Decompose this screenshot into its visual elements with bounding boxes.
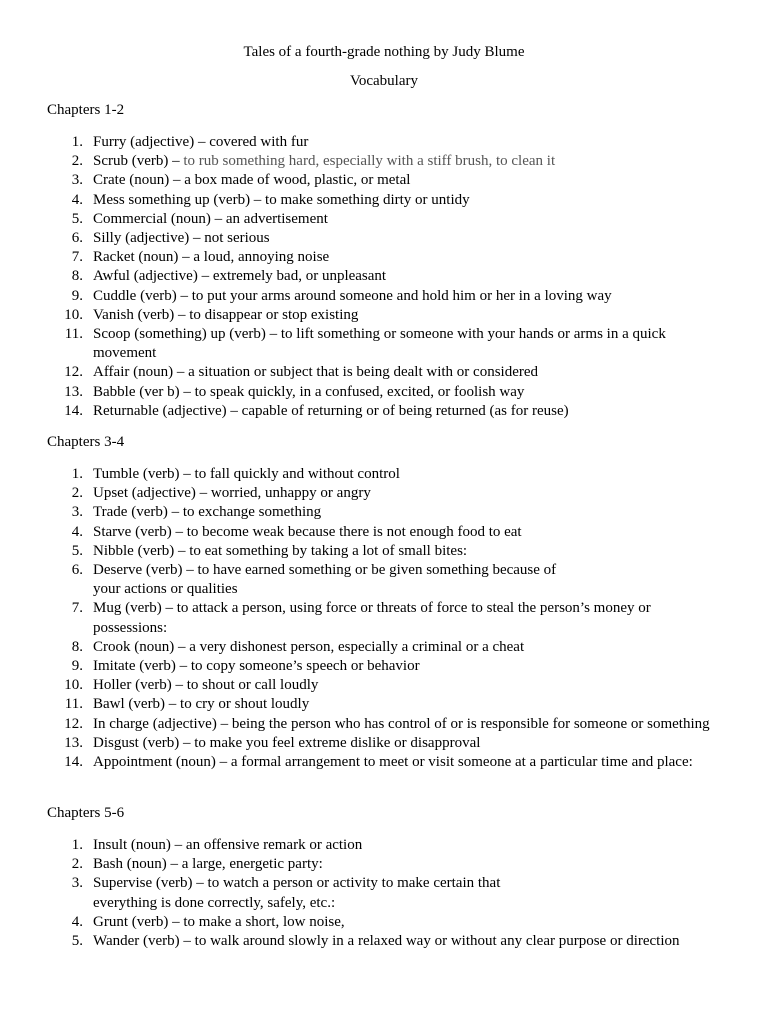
item-number: 5. — [71, 542, 83, 559]
vocab-item — [0, 152, 768, 171]
item-term-definition: Supervise (verb) – to watch a person or activity to make certain that everything is done correctly, safely, etc.: — [93, 875, 501, 911]
item-text — [93, 325, 723, 363]
item-number: 12. — [64, 364, 83, 381]
vocab-item — [0, 210, 768, 229]
item-number: 2. — [71, 856, 83, 873]
item-number: 1. — [71, 466, 83, 482]
item-term-definition: Returnable (adjective) – capable of returning or of being returned (as for reuse) — [93, 402, 569, 419]
item-term-definition: Wander (verb) – to walk around slowly in a relaxed way or without any clear purpose or direction — [93, 933, 680, 950]
item-text — [93, 715, 723, 734]
item-number: 6. — [71, 230, 83, 247]
document-subtitle: Vocabulary — [349, 73, 419, 89]
vocab-item — [0, 676, 768, 695]
item-number: 14. — [64, 754, 83, 771]
vocab-item — [0, 484, 768, 503]
item-number: 6. — [71, 562, 83, 579]
item-term-definition: Bawl (verb) – to cry or shout loudly — [93, 696, 310, 713]
item-number: 3. — [71, 875, 83, 892]
vocab-item — [0, 599, 768, 637]
item-text — [93, 638, 723, 657]
section-heading-chapters-5-6: Chapters 5-6 — [47, 805, 125, 821]
item-text — [93, 152, 723, 171]
item-text — [93, 503, 723, 522]
vocab-item — [0, 229, 768, 248]
item-text — [93, 753, 723, 772]
item-text — [93, 133, 723, 152]
vocab-item — [0, 874, 768, 912]
vocab-item — [0, 267, 768, 286]
item-number: 8. — [71, 268, 83, 285]
item-definition-gray: to rub something hard, especially with a stiff brush, to clean it — [183, 153, 556, 170]
vocab-item — [0, 523, 768, 542]
document-title: Tales of a fourth-grade nothing by Judy Blume — [243, 44, 525, 60]
item-number: 2. — [71, 153, 83, 170]
item-text — [93, 542, 723, 561]
item-text — [93, 191, 723, 210]
item-text — [93, 383, 723, 402]
vocab-item — [0, 561, 768, 599]
item-term-definition: Vanish (verb) – to disappear or stop existing — [93, 306, 359, 323]
item-text — [93, 210, 723, 229]
item-text — [93, 267, 723, 286]
vocab-list-chapters-1-2 — [0, 133, 768, 421]
item-text — [93, 229, 723, 248]
item-text — [93, 932, 723, 951]
vocab-item — [0, 913, 768, 932]
item-number: 1. — [71, 837, 83, 853]
item-text — [93, 874, 563, 912]
item-term-definition: Tumble (verb) – to fall quickly and without control — [93, 466, 400, 482]
vocab-item — [0, 171, 768, 190]
item-term-definition: Crate (noun) – a box made of wood, plastic, or metal — [93, 172, 411, 189]
item-term-definition: Nibble (verb) – to eat something by taking a lot of small bites: — [93, 542, 468, 559]
item-number: 9. — [71, 287, 83, 304]
item-term-definition: Silly (adjective) – not serious — [93, 230, 270, 247]
item-number: 13. — [64, 383, 83, 400]
vocab-item — [0, 715, 768, 734]
item-number: 2. — [71, 485, 83, 502]
item-term-definition: Mug (verb) – to attack a person, using force or threats of force to steal the person’s money or possessions: — [93, 600, 651, 636]
vocab-item — [0, 503, 768, 522]
vocab-item — [0, 191, 768, 210]
item-term-definition: In charge (adjective) – being the person who has control of or is responsible for someone or something — [93, 715, 710, 732]
vocab-item — [0, 402, 768, 421]
item-text — [93, 306, 723, 325]
item-number: 5. — [71, 210, 83, 227]
item-term-definition: Crook (noun) – a very dishonest person, especially a criminal or a cheat — [93, 638, 525, 655]
item-number: 14. — [64, 402, 83, 419]
vocab-item — [0, 542, 768, 561]
item-text — [93, 676, 723, 695]
item-term-definition: Insult (noun) – an offensive remark or action — [93, 837, 363, 853]
item-number: 1. — [71, 134, 83, 150]
vocab-list-chapters-3-4 — [0, 465, 768, 772]
item-text — [93, 287, 723, 306]
item-term-definition: Grunt (verb) – to make a short, low noise, — [93, 913, 345, 930]
item-term-definition: Scrub (verb) – — [93, 153, 184, 170]
item-term-definition: Babble (ver b) – to speak quickly, in a confused, excited, or foolish way — [93, 383, 525, 400]
item-term-definition: Mess something up (verb) – to make something dirty or untidy — [93, 191, 470, 208]
item-text — [93, 734, 723, 753]
item-text — [93, 913, 723, 932]
item-term-definition: Upset (adjective) – worried, unhappy or angry — [93, 485, 371, 502]
item-number: 10. — [64, 306, 83, 323]
item-term-definition: Commercial (noun) – an advertisement — [93, 210, 328, 227]
vocab-item — [0, 287, 768, 306]
item-number: 5. — [71, 933, 83, 950]
item-number: 9. — [71, 658, 83, 675]
item-term-definition: Deserve (verb) – to have earned something or be given something because of your actions or qualities — [93, 562, 557, 598]
item-number: 11. — [64, 326, 83, 343]
item-text — [93, 465, 723, 484]
item-term-definition: Imitate (verb) – to copy someone’s speech or behavior — [93, 658, 420, 675]
item-number: 8. — [71, 638, 83, 655]
item-number: 11. — [64, 696, 83, 713]
item-term-definition: Furry (adjective) – covered with fur — [93, 134, 309, 150]
item-number: 4. — [71, 191, 83, 208]
item-number: 4. — [71, 913, 83, 930]
vocab-item — [0, 383, 768, 402]
item-text — [93, 171, 723, 190]
vocab-item — [0, 855, 768, 874]
item-term-definition: Holler (verb) – to shout or call loudly — [93, 677, 319, 694]
item-text — [93, 523, 723, 542]
vocab-item — [0, 734, 768, 753]
item-number: 3. — [71, 504, 83, 521]
section-heading-chapters-1-2: Chapters 1-2 — [47, 102, 125, 118]
vocab-item — [0, 306, 768, 325]
vocab-item — [0, 325, 768, 363]
vocab-item — [0, 932, 768, 951]
item-term-definition: Disgust (verb) – to make you feel extreme dislike or disapproval — [93, 734, 481, 751]
item-term-definition: Bash (noun) – a large, energetic party: — [93, 856, 323, 873]
item-text — [93, 657, 723, 676]
item-term-definition: Starve (verb) – to become weak because there is not enough food to eat — [93, 523, 522, 540]
vocab-item — [0, 133, 768, 152]
item-text — [93, 599, 723, 637]
item-term-definition: Affair (noun) – a situation or subject that is being dealt with or considered — [93, 364, 539, 381]
vocab-item — [0, 638, 768, 657]
vocab-item — [0, 753, 768, 772]
vocab-list-chapters-5-6 — [0, 836, 768, 951]
vocab-item — [0, 657, 768, 676]
item-number: 3. — [71, 172, 83, 189]
item-number: 4. — [71, 523, 83, 540]
item-number: 12. — [64, 715, 83, 732]
item-text — [93, 363, 723, 382]
item-text — [93, 484, 723, 503]
vocab-item — [0, 465, 768, 484]
item-text — [93, 402, 723, 421]
section-heading-chapters-3-4: Chapters 3-4 — [47, 434, 125, 450]
item-number: 7. — [71, 249, 83, 266]
vocab-item — [0, 695, 768, 714]
vocab-item — [0, 248, 768, 267]
item-text — [93, 561, 563, 599]
item-term-definition: Appointment (noun) – a formal arrangement to meet or visit someone at a particular time and place: — [93, 754, 693, 771]
item-term-definition: Awful (adjective) – extremely bad, or unpleasant — [93, 268, 387, 285]
item-term-definition: Cuddle (verb) – to put your arms around someone and hold him or her in a loving way — [93, 287, 612, 304]
item-text — [93, 855, 723, 874]
item-number: 13. — [64, 734, 83, 751]
item-term-definition: Trade (verb) – to exchange something — [93, 504, 322, 521]
item-text — [93, 248, 723, 267]
vocab-item — [0, 836, 768, 855]
item-term-definition: Scoop (something) up (verb) – to lift something or someone with your hands or arms in a quick movement — [93, 326, 666, 362]
item-number: 10. — [64, 677, 83, 694]
item-text — [93, 836, 723, 855]
item-text — [93, 695, 723, 714]
item-term-definition: Racket (noun) – a loud, annoying noise — [93, 249, 330, 266]
vocab-item — [0, 363, 768, 382]
item-number: 7. — [71, 600, 83, 617]
